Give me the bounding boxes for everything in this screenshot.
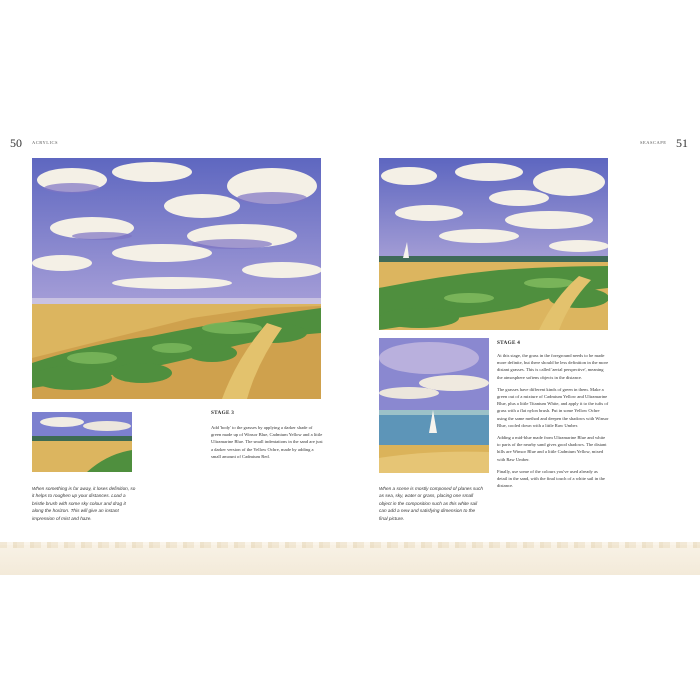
- left-caption: When something is far away, it loses definition, so it helps to roughen up your distances. Load a bristle brush with some sky colour and drag it along the horizon. This will give an instant impression of mist and haze.: [32, 486, 136, 521]
- left-running-head: ACRYLICS: [32, 140, 59, 145]
- right-caption: When a scene is mostly composed of planes such as sea, sky, water or grass, placing one small object in the composition such as this white sail can add a new and satisfying dimension to the final picture.: [379, 486, 483, 521]
- horizon-detail-painting: [32, 412, 132, 472]
- right-page-number: 51: [676, 136, 688, 150]
- stage3-title: STAGE 3: [211, 410, 235, 416]
- stage4-text: [497, 352, 609, 494]
- stage4-paragraph-2: The grasses have different kinds of green in them. Make a green out of a mixture of Cadmium Yellow and Ultramarine Blue, plus a little Titanium White, and apply it to the tufts of grass with a flat nylon brush. Put in some Yellow Ochre using the same method and deepen the shadows with Winsor Blue, cooled down with a little Raw Umber.: [497, 386, 609, 428]
- stage4-title: STAGE 4: [497, 340, 521, 346]
- right-running-head: SEASCAPE: [640, 140, 667, 145]
- stage3-text: Add 'body' to the grasses by applying a darker shade of green made up of Winsor Blue, Cadmium Yellow and a little Ultramarine Blue. The small indentations in the sand are just a darker version of the Yellow Ochre, made by adding a small amount of Cadmium Red.: [211, 425, 323, 459]
- stage4-paragraph-1: At this stage, the grass in the foreground needs to be made more definite, but there should be less definition in the more distant grasses. This is called 'aerial perspective', meaning the atmosphere softens objects in the distance.: [497, 353, 609, 380]
- stage4-paragraph-3: Adding a mid-blue made from Ultramarine Blue and white to parts of the nearby sand gives good shadows. The distant hills are Winsor Blue and a little Cadmium Yellow, mixed with Raw Umber.: [497, 435, 607, 462]
- stage4-paragraph-4: Finally, use some of the colours you've used already as detail in the sand, with the final touch of a white sail in the distance.: [497, 468, 605, 489]
- left-page-number: 50: [10, 136, 22, 150]
- white-sail-painting: [379, 338, 489, 473]
- stage4-painting: [379, 158, 608, 330]
- page-bottom-edge: [0, 545, 700, 575]
- stage3-painting: [32, 158, 321, 399]
